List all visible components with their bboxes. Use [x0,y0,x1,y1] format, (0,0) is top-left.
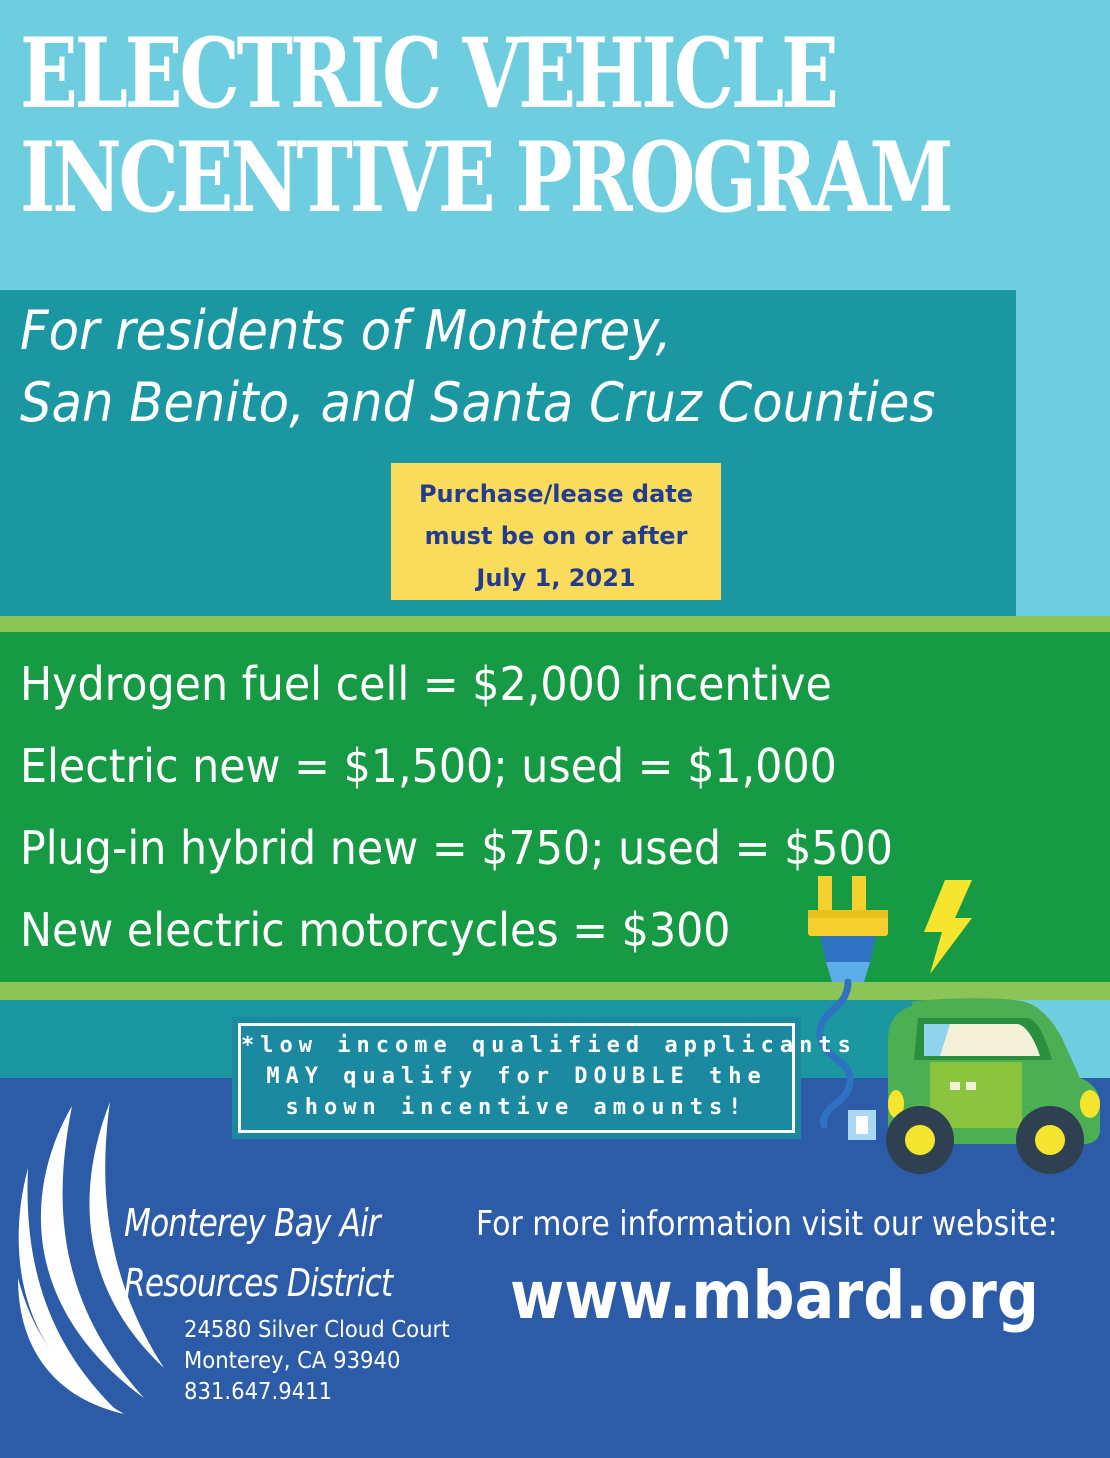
incentive-plug-in-hybrid: Plug-in hybrid new = $750; used = $500 [20,821,893,875]
date-notice-box [391,463,721,600]
date-notice-line-3: July 1, 2021 [476,564,636,592]
low-income-note-frame [238,1023,857,1133]
residents-text-line-1: For residents of Monterey, [20,299,672,362]
district-name-line-2: Resources District [124,1261,393,1305]
incentive-hydrogen: Hydrogen fuel cell = $2,000 incentive [20,657,832,711]
district-city-state-zip: Monterey, CA 93940 [184,1348,401,1374]
low-income-note [232,1017,857,1139]
power-plug-icon [808,876,888,1140]
incentive-motorcycles: New electric motorcycles = $300 [20,903,731,957]
low-income-note-line-1: *low income qualified applicants [241,1033,857,1058]
low-income-note-line-2: MAY qualify for DOUBLE the [266,1064,767,1089]
residents-text-line-2: San Benito, and Santa Cruz Counties [20,371,936,434]
more-info-text: For more information visit our website: [476,1204,1058,1244]
date-notice-line-1: Purchase/lease date [418,480,694,508]
page-title-line-2: INCENTIVE PROGRAM [20,121,951,234]
district-phone: 831.647.9411 [184,1379,333,1405]
website-link[interactable]: www.mbard.org [510,1257,1039,1334]
date-notice-line-2: must be on or after [424,522,688,550]
incentive-electric: Electric new = $1,500; used = $1,000 [20,739,837,793]
low-income-note-line-3: shown incentive amounts! [285,1095,748,1120]
district-street-address: 24580 Silver Cloud Court [184,1317,450,1343]
district-name-line-1: Monterey Bay Air [124,1201,380,1245]
page-title-line-1: ELECTRIC VEHICLE [20,17,836,130]
lightning-bolt-icon [924,880,972,974]
